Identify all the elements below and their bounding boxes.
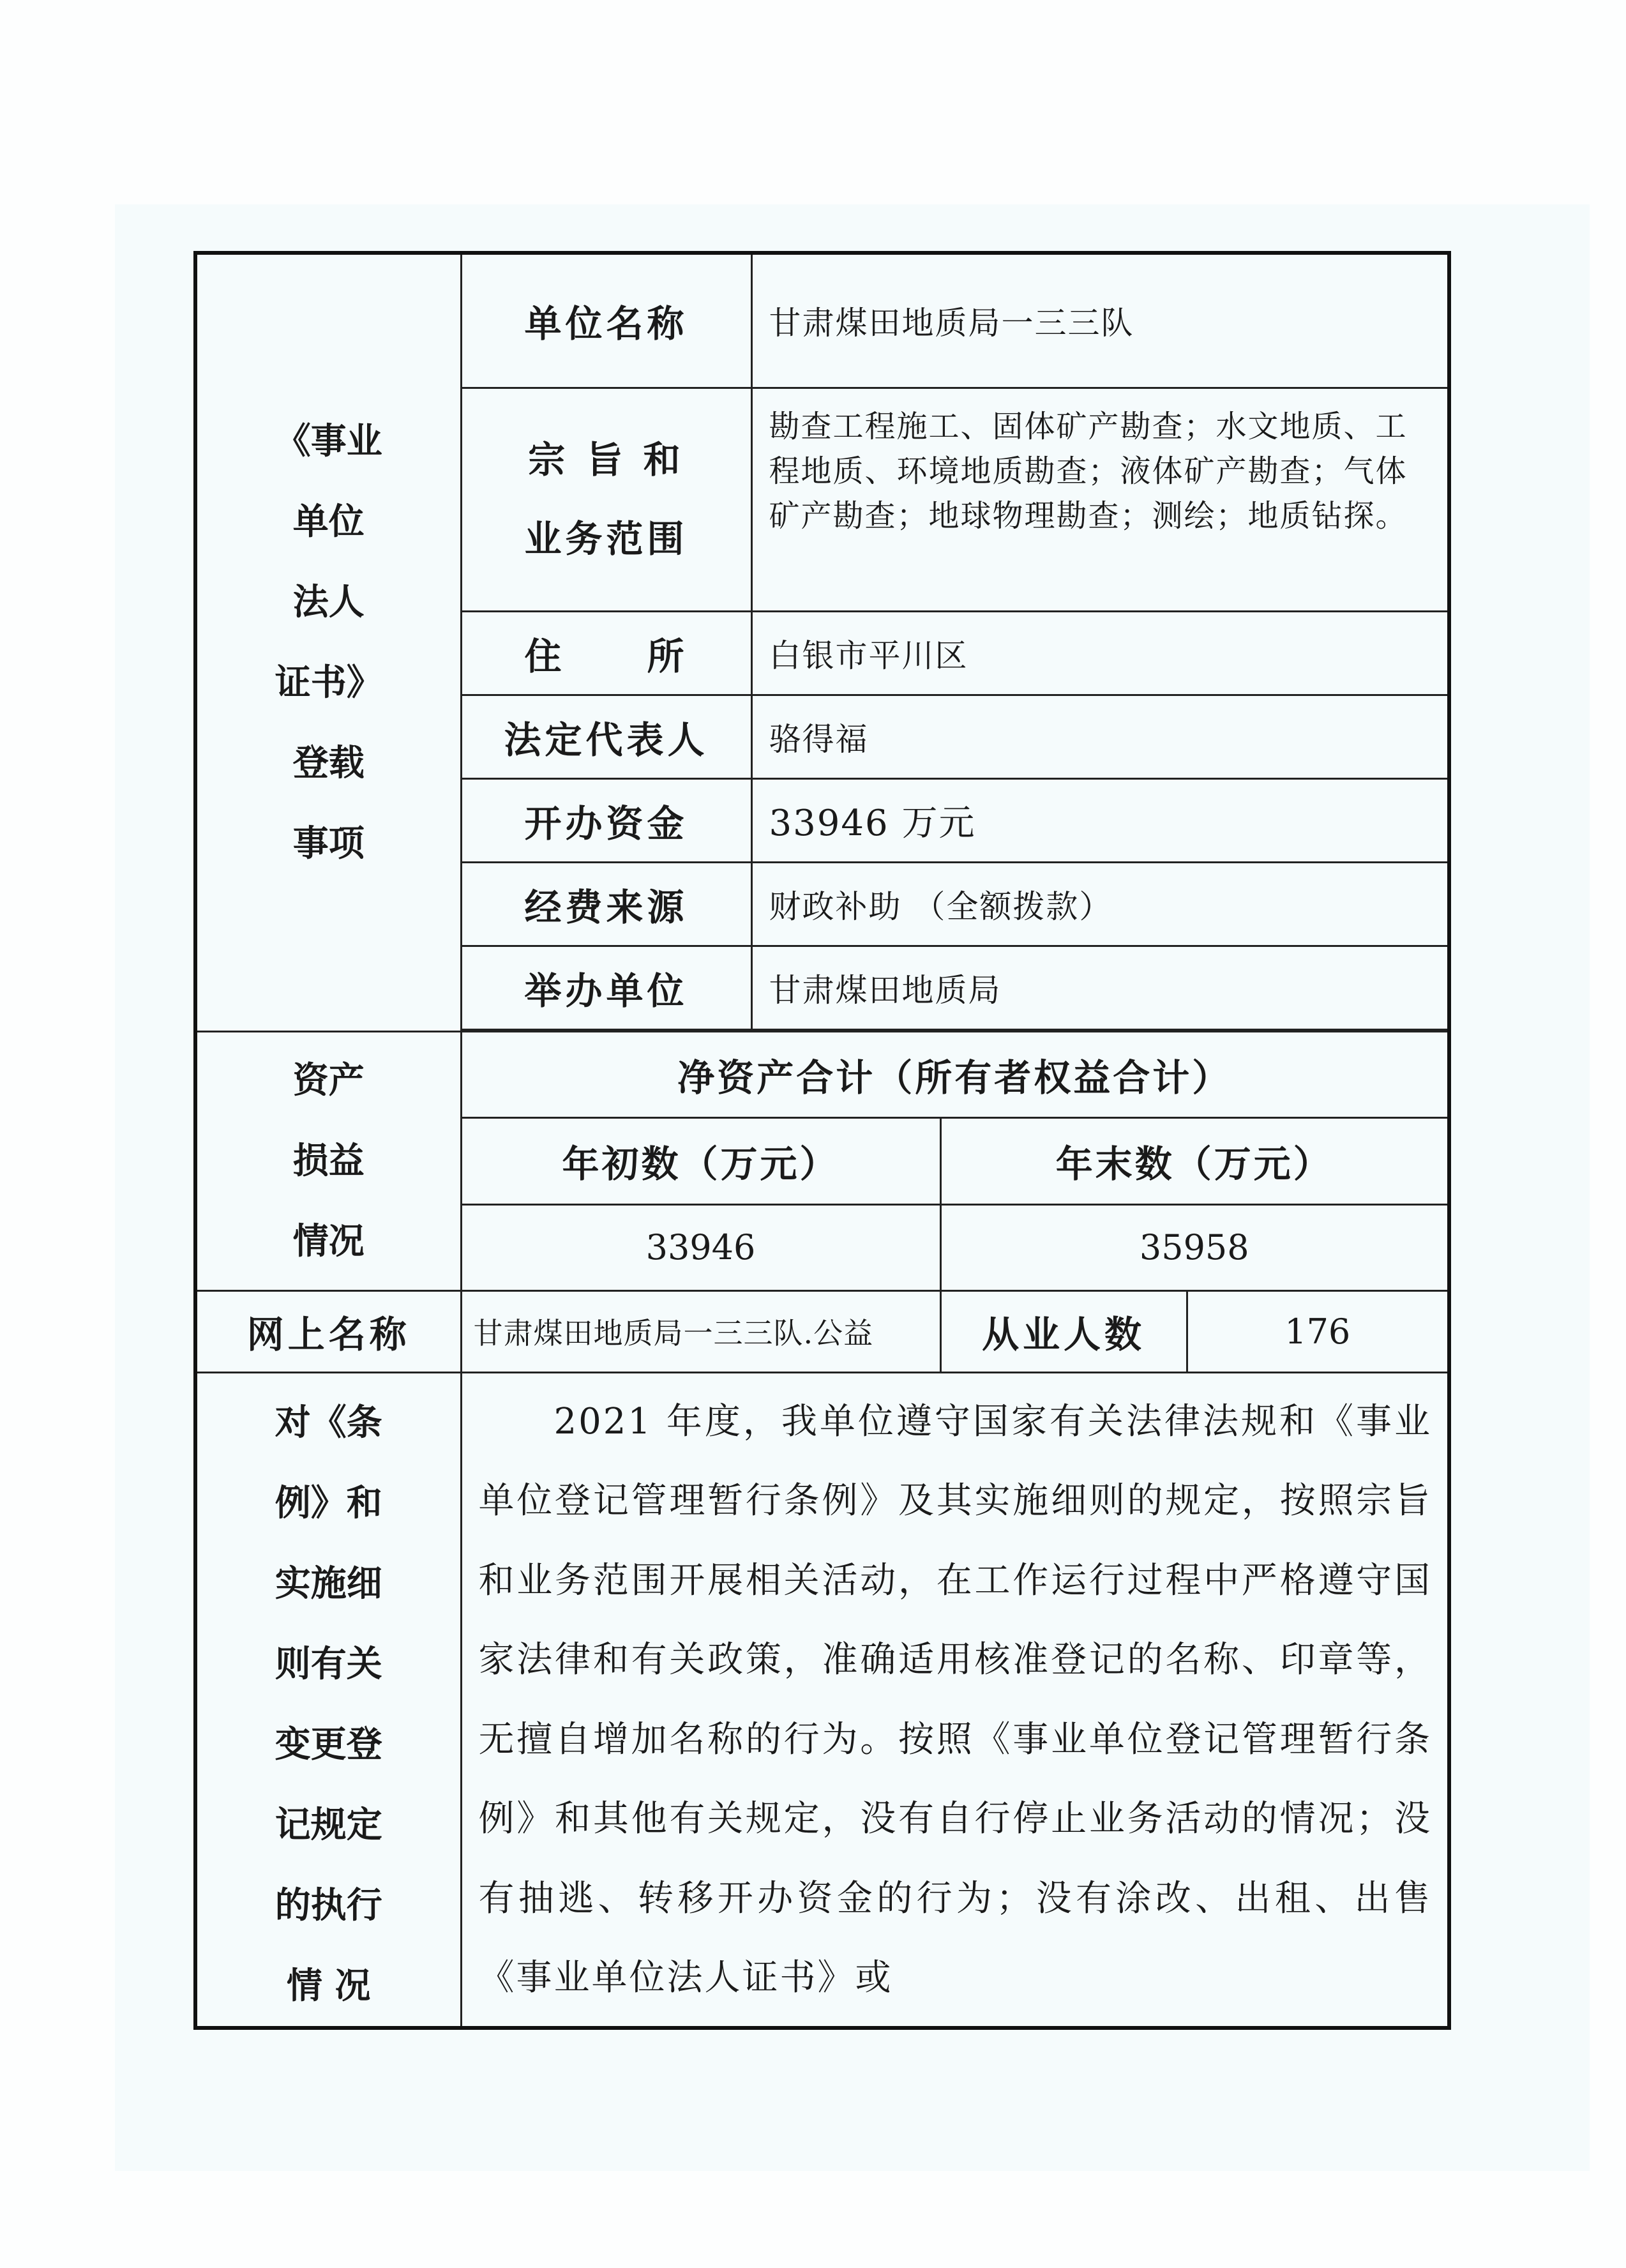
section-label-assets (195, 1031, 461, 1290)
section-label-line: 损益 (292, 1140, 365, 1182)
begin-year-value: 33946 (461, 1204, 940, 1290)
row-unit-name (195, 253, 1449, 388)
section-label-line: 单位 (292, 501, 365, 543)
staff-count-label: 从业人数 (940, 1290, 1187, 1372)
section-label-line: 则有关 (275, 1642, 382, 1685)
begin-year-label: 年初数（万元） (461, 1117, 940, 1204)
section-label-line: 资产 (292, 1059, 365, 1101)
sponsor-label: 举办单位 (461, 946, 751, 1029)
section-label-line: 《事业 (275, 420, 382, 463)
online-name-value: 甘肃煤田地质局一三三队.公益 (461, 1290, 940, 1372)
funding-label: 经费来源 (461, 862, 751, 946)
net-assets-header: 净资产合计（所有者权益合计） (461, 1031, 1449, 1117)
capital-label: 开办资金 (461, 778, 751, 862)
capital-value: 33946 万元 (751, 778, 1449, 862)
section-label-line: 事项 (292, 822, 365, 865)
section-label-line: 的执行 (275, 1884, 382, 1926)
end-year-value: 35958 (940, 1204, 1449, 1290)
section-label-line: 记规定 (275, 1803, 382, 1846)
row-compliance (195, 1372, 1449, 2028)
purpose-label-line2: 业务范围 (524, 517, 688, 561)
row-assets-header (195, 1031, 1449, 1117)
end-year-label: 年末数（万元） (940, 1117, 1449, 1204)
section-label-line: 例》和 (275, 1481, 382, 1524)
staff-count-value: 176 (1187, 1290, 1449, 1372)
purpose-label-line1: 宗 旨 和 (528, 438, 684, 481)
section-label-line: 对《条 (275, 1401, 382, 1444)
section-label-line: 证书》 (275, 662, 382, 704)
funding-value: 财政补助 （全额拨款） (751, 862, 1449, 946)
annual-report-table (193, 251, 1451, 2030)
section-label-line: 情 况 (287, 1964, 371, 2007)
section-label-line: 登载 (292, 742, 365, 785)
section-label-line: 情况 (292, 1220, 365, 1262)
unit-name-label: 单位名称 (461, 253, 751, 388)
legal-rep-label: 法定代表人 (461, 695, 751, 778)
address-label: 住 所 (461, 611, 751, 695)
section-label-compliance (195, 1372, 461, 2028)
sponsor-value: 甘肃煤田地质局 (751, 946, 1449, 1029)
legal-rep-value: 骆得福 (751, 695, 1449, 778)
address-value: 白银市平川区 (751, 611, 1449, 695)
section-label-line: 法人 (292, 581, 365, 624)
row-online-name (195, 1290, 1449, 1372)
unit-name-value: 甘肃煤田地质局一三三队 (751, 253, 1449, 388)
section-label-line: 变更登 (275, 1723, 382, 1765)
purpose-label (461, 388, 751, 611)
section-label-registration (195, 253, 461, 1031)
online-name-label: 网上名称 (195, 1290, 461, 1372)
compliance-text: 2021 年度，我单位遵守国家有关法律法规和《事业单位登记管理暂行条例》及其实施细则的规定，按照宗旨和业务范围开展相关活动，在工作运行过程中严格遵守国家法律和有关政策，准确适用核准登记的名称、印章等，无擅自增加名称的行为。按照《事业单位登记管理暂行条例》和其他有关规定，没有自行停止业务活动的情况；没有抽逃、转移开办资金的行为；没有涂改、出租、出售《事业单位法人证书》或 (461, 1372, 1449, 2028)
section-label-line: 实施细 (275, 1562, 382, 1605)
purpose-value: 勘查工程施工、固体矿产勘查；水文地质、工程地质、环境地质勘查；液体矿产勘查；气体矿产勘查；地球物理勘查；测绘；地质钻探。 (751, 388, 1449, 611)
